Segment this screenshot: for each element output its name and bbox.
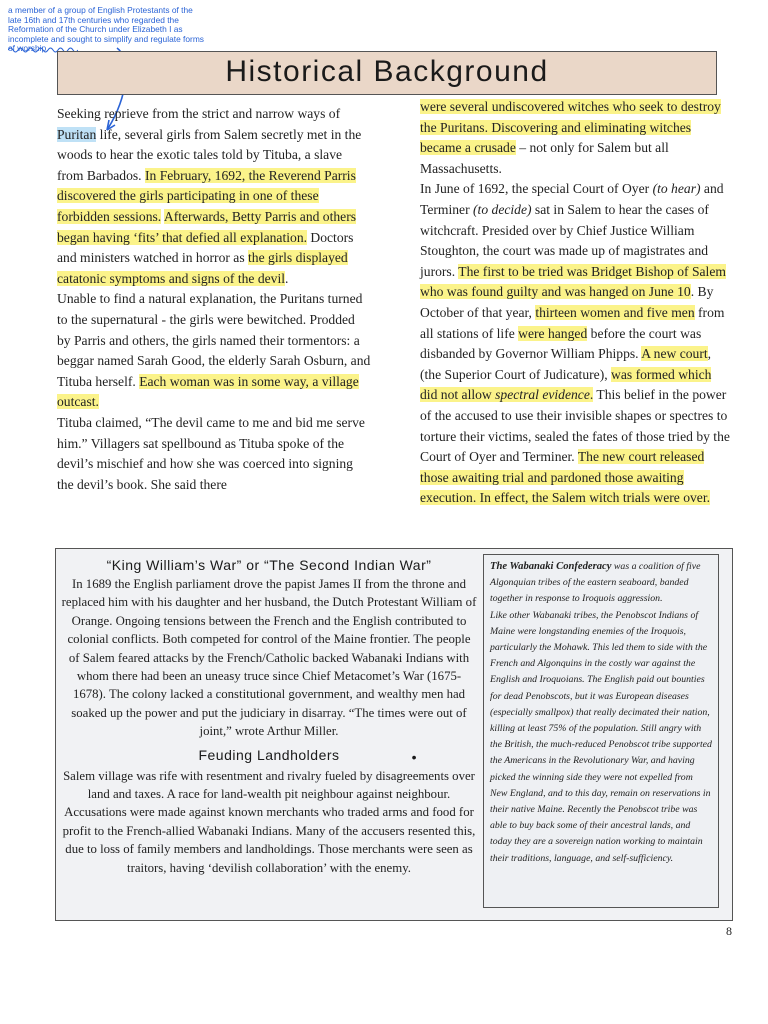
text-run: before the court was disbanded by Governor William Phipps. xyxy=(420,325,702,362)
page-number: 8 xyxy=(726,924,732,938)
selected-word-puritan[interactable]: Puritan xyxy=(57,126,97,142)
text-run: was formed which did not allow xyxy=(420,366,712,403)
highlighted-text: A new court xyxy=(641,346,708,362)
highlighted-text: were hanged xyxy=(518,325,588,341)
italic-text: spectral evidence xyxy=(495,387,590,403)
text-run: Tituba claimed, “The devil came to me and bid me serve him.” Villagers sat spellbound as Tituba spoke of the devil’s mischief and how she was coerced into signing the devil’s book. She said there xyxy=(57,414,365,492)
section-heading xyxy=(61,745,477,765)
box-main-text xyxy=(61,555,477,877)
text-run: . xyxy=(285,270,289,286)
title-banner xyxy=(57,51,717,95)
section-heading: “King William’s War” or “The Second Indian War” xyxy=(106,557,432,573)
text-run: sat in Salem to hear the cases of witchcraft. Presided over by Chief Justice William Stoughton, the court was made up of magistrates and jurors. xyxy=(420,201,709,279)
text-run: Doctors and ministers watched in horror as xyxy=(57,229,354,266)
text-run: In June of 1692, the special Court of Oyer xyxy=(420,181,653,197)
bullet-dot-icon: • xyxy=(411,748,417,765)
highlighted-text: The first to be tried was Bridget Bishop of Salem who was found guilty and was hanged on June 10 xyxy=(420,263,726,300)
highlighted-text: thirteen women and five men xyxy=(535,304,695,320)
text-run: , (the Superior Court of Judicature), xyxy=(420,346,712,382)
left-column xyxy=(57,104,371,495)
highlighted-text: Afterwards, Betty Parris and others began having ‘fits’ that defied all explanation. xyxy=(57,208,357,245)
italic-text: (to decide) xyxy=(473,201,532,217)
text-run: life, several girls from Salem secretly met in the woods to hear the exotic tales told by Tituba, a slave from Barbados. xyxy=(57,126,362,183)
right-column xyxy=(420,97,732,509)
text-run: Unable to find a natural explanation, the Puritans turned to the supernatural - the girls were bewitched. Prodded by Parris and others, the girls named their tormentors: a beggar named Sarah Good, the elderly Sarah Osburn, and Tituba herself. xyxy=(57,291,371,389)
paragraph xyxy=(420,97,732,179)
paragraph: Salem village was rife with resentment and rivalry fueled by disagreements over land and taxes. A race for land-wealth pit neighbour against neighbour. Accusations were made against known merchants who traded arms and food for profit to the French-allied Wabanaki Indians. Many of the accusers resented this, due to loss of family members and landholdings. Those merchants were seen as traitors, having ‘devilish collaboration’ with the enemy. xyxy=(62,768,476,875)
context-box xyxy=(55,548,733,921)
text-run: . By October of that year, xyxy=(420,284,714,320)
highlighted-text: Each woman was in some way, a village outcast. xyxy=(57,373,359,410)
text-run: was a coalition of five Algonquian tribes of the eastern seaboard, banded together in response to Iroquois aggression. xyxy=(490,561,701,605)
heading-text: Feuding Landholders xyxy=(198,746,340,763)
paragraph xyxy=(57,289,371,413)
text-run: – not only for Salem but all Massachusetts. xyxy=(420,140,669,176)
paragraph xyxy=(420,179,732,509)
italic-text: (to hear) xyxy=(652,181,701,197)
paragraph: In 1689 the English parliament drove the papist James II from the throne and replaced him with his daughter and her husband, the Dutch Protestant William of Orange. Ongoing tensions between the French and the English contributed to colonial conflicts. Both competed for control of the Maine frontier. The people of Salem feared attacks by the French/Catholic backed Wabanaki Indians with whom there had been an uneasy truce since Chief Metacomet’s War (1675-1678). The colony lacked a constitutional government, and wealthy men had soaked up the power and put the judiciary in disarray. “The times were out of joint,” wrote Arthur Miller. xyxy=(61,577,477,739)
page-title: Historical Background xyxy=(225,55,549,88)
highlighted-text: the girls displayed catatonic symptoms and signs of the devil xyxy=(57,250,348,286)
paragraph: Like other Wabanaki tribes, the Penobscot Indians of Maine were longstanding enemies of the Iroquois, particularly the Mohawk. This led them to side with the French and Algonquins in the costly war against the English and Iroquoians. The English paid out bounties for dead Penobscots, but it was European diseases (especially smallpox) that really decimated their nation, killing at least 75% of the population. Still angry with the British, the much-reduced Penobscot tribe supported the Americans in the Revolutionary War, and having picked the winning side they were not expelled from New England, and to this day, remain on reservations in their native Maine. Recently the Penobscot tribe was able to buy back some of their ancestral lands, and today they are a sovereign nation working to maintain their traditions, language, and self-sufficiency. xyxy=(490,609,712,864)
text-run: from all stations of life xyxy=(420,304,725,341)
wabanaki-sidebar xyxy=(483,554,719,908)
text-run: This belief in the power of the accused to use their invisible shapes or spectres to torture their victims, sealed the fates of those tried by the Court of Oyer and Terminer. xyxy=(420,387,730,465)
definition-annotation: a member of a group of English Protestants of the late 16th and 17th centuries who regarded the Reformation of the Church under Elizabeth I as incomplete and sought to simplify and regulate forms of worship. xyxy=(8,5,204,54)
paragraph xyxy=(57,104,371,289)
highlighted-text: were several undiscovered witches who seek to destroy the Puritans. Discovering and eliminating witches became a crusade xyxy=(420,99,721,156)
text-run: Seeking reprieve from the strict and narrow ways of xyxy=(57,106,341,121)
highlighted-text: The new court released those awaiting trial and pardoned those awaiting execution. In effect, the Salem witch trials were over. xyxy=(420,449,711,506)
text-run: . xyxy=(589,387,594,403)
paragraph xyxy=(57,413,371,495)
highlighted-text: In February, 1692, the Reverend Parris discovered the girls participating in one of these forbidden sessions. xyxy=(57,167,356,224)
paragraph xyxy=(490,559,712,608)
sidebar-heading: The Wabanaki Confederacy xyxy=(490,561,612,572)
text-run: and Terminer xyxy=(420,181,724,217)
